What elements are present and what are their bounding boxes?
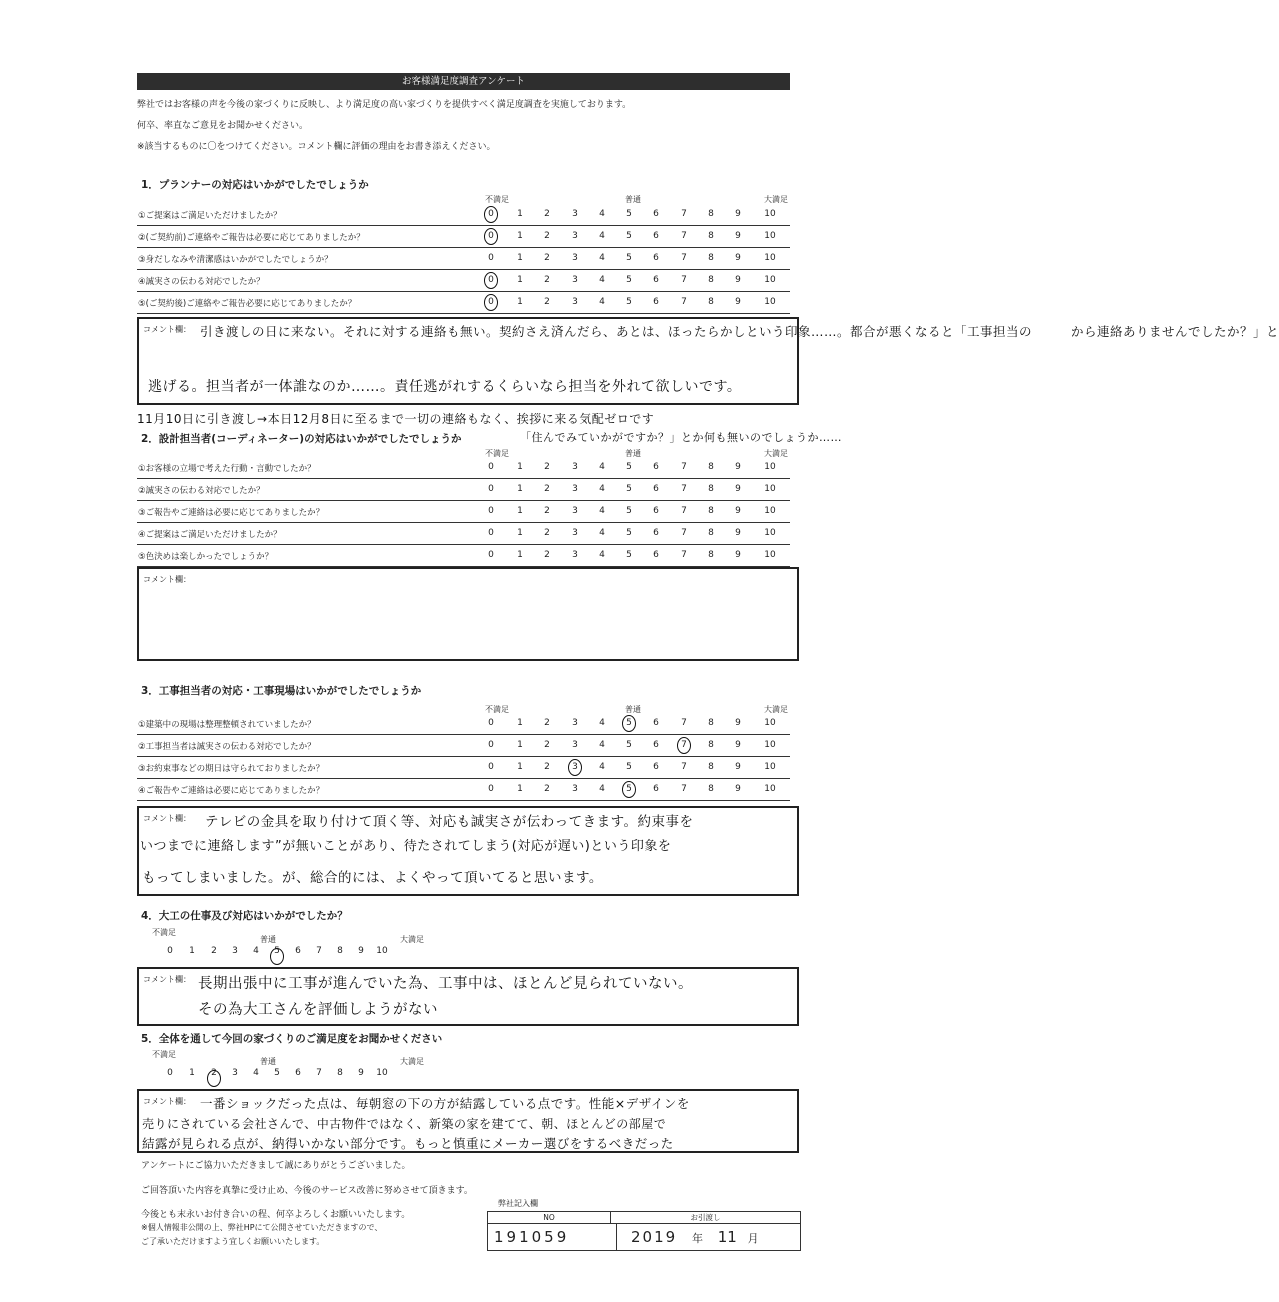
answer-circle [270, 948, 284, 965]
scale-number-10[interactable]: 10 [764, 550, 776, 560]
scale-number-1[interactable]: 1 [517, 209, 523, 219]
scale-number-2[interactable]: 2 [544, 462, 550, 472]
scale-number-4[interactable]: 4 [599, 484, 605, 494]
scale-number-10[interactable]: 10 [764, 275, 776, 285]
scale-number-8[interactable]: 8 [708, 550, 714, 560]
scale-number-6[interactable]: 6 [653, 784, 659, 794]
question-text: ②誠実さの伝わる対応でしたか？ [138, 486, 265, 496]
scale-number-3[interactable]: 3 [572, 231, 578, 241]
scale-number-1[interactable]: 1 [517, 484, 523, 494]
answer-circle [484, 294, 498, 311]
scale-number-0[interactable]: 0 [488, 550, 494, 560]
scale-number-4[interactable]: 4 [599, 462, 605, 472]
question-text: ④ご報告やご連絡は必要に応じてありましたか？ [138, 786, 325, 796]
question-row [137, 714, 790, 735]
scale-number-7[interactable]: 7 [681, 209, 687, 219]
scale-number-8[interactable]: 8 [708, 784, 714, 794]
section-1-comment-line-2: 逃げる。担当者が一体誰なのか……。責任逃がれするくらいなら担当を外れて欲しいです。 [148, 379, 742, 395]
scale-number-10[interactable]: 10 [376, 1068, 388, 1078]
footer-note-1: ※個人情報非公開の上、弊社HPにて公開させていただきますので、 [141, 1223, 383, 1232]
scale-low-label: 不満足 [152, 1050, 176, 1059]
scale-number-3[interactable]: 3 [232, 1068, 238, 1078]
scale-number-6[interactable]: 6 [653, 528, 659, 538]
scale-number-1[interactable]: 1 [517, 462, 523, 472]
scale-number-6[interactable]: 6 [653, 718, 659, 728]
section-1-comment-line-1: 引き渡しの日に来ない。それに対する連絡も無い。契約さえ済んだら、あとは、ほったらかしという印象……。都合が悪くなると「工事担当の から連絡ありませんでしたか？」と [200, 324, 1279, 339]
answer-circle [622, 715, 636, 732]
scale-number-2[interactable]: 2 [544, 275, 550, 285]
answer-circle [484, 228, 498, 245]
scale-number-7[interactable]: 7 [681, 275, 687, 285]
scale-number-6[interactable]: 6 [653, 484, 659, 494]
scale-number-1[interactable]: 1 [517, 528, 523, 538]
scale-number-0[interactable]: 0 [167, 946, 173, 956]
scale-number-3[interactable]: 3 [572, 462, 578, 472]
scale-number-0[interactable]: 0 [488, 231, 494, 241]
scale-number-9[interactable]: 9 [735, 462, 741, 472]
scale-number-5[interactable]: 5 [626, 550, 632, 560]
scale-number-10[interactable]: 10 [764, 297, 776, 307]
scale-number-7[interactable]: 7 [681, 762, 687, 772]
scale-number-10[interactable]: 10 [764, 740, 776, 750]
scale-high-label: 大満足 [400, 935, 424, 944]
section-1-extra-line-2: 「住んでみていかがですか？」とか何も無いのでしょうか…… [520, 431, 842, 444]
scale-number-2[interactable]: 2 [544, 209, 550, 219]
scale-number-1[interactable]: 1 [517, 718, 523, 728]
intro-line-3: ※該当するものに〇をつけてください。コメント欄に評価の理由をお書き添えください。 [137, 142, 496, 152]
scale-number-0[interactable]: 0 [167, 1068, 173, 1078]
comment-label: コメント欄： [143, 975, 191, 984]
scale-number-2[interactable]: 2 [544, 740, 550, 750]
scale-number-9[interactable]: 9 [735, 209, 741, 219]
scale-number-5[interactable]: 5 [626, 506, 632, 516]
answer-circle [484, 272, 498, 289]
scale-number-2[interactable]: 2 [211, 946, 217, 956]
scale-number-0[interactable]: 0 [488, 209, 494, 219]
scale-number-4[interactable]: 4 [599, 528, 605, 538]
scale-number-6[interactable]: 6 [653, 253, 659, 263]
office-no-value: 191059 [488, 1224, 617, 1250]
footer-line-2: ご回答頂いた内容を真摯に受け止め、今後のサービス改善に努めさせて頂きます。 [141, 1186, 473, 1196]
scale-number-0[interactable]: 0 [488, 275, 494, 285]
scale-number-10[interactable]: 10 [764, 784, 776, 794]
scale-number-10[interactable]: 10 [764, 253, 776, 263]
scale-number-3[interactable]: 3 [232, 946, 238, 956]
office-month-value: 11 [717, 1228, 737, 1246]
scale-number-2[interactable]: 2 [544, 784, 550, 794]
question-row [137, 227, 790, 248]
scale-number-10[interactable]: 10 [764, 231, 776, 241]
scale-number-1[interactable]: 1 [517, 506, 523, 516]
scale-number-4[interactable]: 4 [599, 209, 605, 219]
scale-number-7[interactable]: 7 [681, 253, 687, 263]
scale-number-9[interactable]: 9 [735, 484, 741, 494]
scale-number-3[interactable]: 3 [572, 784, 578, 794]
scale-number-5[interactable]: 5 [626, 253, 632, 263]
office-handover-header: お引渡し [690, 1213, 721, 1222]
scale-number-0[interactable]: 0 [488, 506, 494, 516]
scale-number-9[interactable]: 9 [735, 297, 741, 307]
scale-number-4[interactable]: 4 [599, 297, 605, 307]
scale-number-4[interactable]: 4 [599, 762, 605, 772]
scale-number-0[interactable]: 0 [488, 762, 494, 772]
scale-number-8[interactable]: 8 [337, 1068, 343, 1078]
question-row [137, 458, 790, 479]
scale-number-6[interactable]: 6 [653, 209, 659, 219]
answer-circle [622, 781, 636, 798]
comment-label: コメント欄： [143, 325, 191, 334]
office-year-unit: 年 [691, 1232, 703, 1245]
footer-line-1: アンケートにご協力いただきまして誠にありがとうございました。 [141, 1161, 411, 1171]
scale-number-3[interactable]: 3 [572, 297, 578, 307]
scale-number-6[interactable]: 6 [295, 946, 301, 956]
question-text: ④誠実さの伝わる対応でしたか？ [138, 277, 265, 287]
scale-number-2[interactable]: 2 [544, 528, 550, 538]
office-year-value: 2019 [631, 1228, 678, 1246]
question-row [137, 480, 790, 501]
scale-number-9[interactable]: 9 [735, 231, 741, 241]
scale-number-10[interactable]: 10 [376, 946, 388, 956]
scale-high-label: 大満足 [400, 1057, 424, 1066]
scale-number-9[interactable]: 9 [735, 718, 741, 728]
scale-number-0[interactable]: 0 [488, 528, 494, 538]
question-text: ②工事担当者は誠実さの伝わる対応でしたか？ [138, 742, 316, 752]
answer-circle [677, 737, 691, 754]
scale-number-3[interactable]: 3 [572, 550, 578, 560]
scale-number-7[interactable]: 7 [681, 550, 687, 560]
scale-number-7[interactable]: 7 [681, 528, 687, 538]
scale-number-10[interactable]: 10 [764, 209, 776, 219]
section-4-title: 4．大工の仕事及び対応はいかがでしたか？ [141, 910, 348, 922]
scale-number-3[interactable]: 3 [572, 528, 578, 538]
scale-number-9[interactable]: 9 [735, 253, 741, 263]
office-use-table [487, 1211, 801, 1251]
scale-number-5[interactable]: 5 [626, 275, 632, 285]
section-3-comment-line-1: テレビの金具を取り付けて頂く等、対応も誠実さが伝わってきます。約束事を [205, 814, 694, 830]
scale-number-1[interactable]: 1 [517, 253, 523, 263]
scale-number-3[interactable]: 3 [572, 275, 578, 285]
scale-number-5[interactable]: 5 [626, 762, 632, 772]
scale-number-3[interactable]: 3 [572, 484, 578, 494]
scale-number-8[interactable]: 8 [708, 506, 714, 516]
scale-mid-label: 普通 [260, 935, 276, 944]
question-row [137, 249, 790, 270]
scale-low-label: 不満足 [485, 705, 509, 714]
scale-number-9[interactable]: 9 [735, 506, 741, 516]
question-text: ②(ご契約前)ご連絡やご報告は必要に応じてありましたか？ [138, 233, 365, 243]
scale-number-3[interactable]: 3 [572, 506, 578, 516]
scale-number-2[interactable]: 2 [544, 506, 550, 516]
scale-number-7[interactable]: 7 [316, 946, 322, 956]
question-row [137, 780, 790, 801]
section-5-comment-line-2: 売りにされている会社さんで、中古物件ではなく、新築の家を建てて、朝、ほとんどの部屋で [142, 1117, 667, 1131]
answer-circle [207, 1070, 221, 1087]
scale-number-0[interactable]: 0 [488, 484, 494, 494]
scale-number-4[interactable]: 4 [599, 550, 605, 560]
scale-number-3[interactable]: 3 [572, 718, 578, 728]
section-5-title: 5．全体を通して今回の家づくりのご満足度をお聞かせください [141, 1033, 443, 1045]
scale-number-5[interactable]: 5 [626, 784, 632, 794]
question-row [137, 502, 790, 523]
scale-number-8[interactable]: 8 [708, 275, 714, 285]
intro-line-1: 弊社ではお客様の声を今後の家づくりに反映し、より満足度の高い家づくりを提供すべく満足度調査を実施しております。 [137, 100, 632, 110]
question-text: ⑤(ご契約後)ご連絡やご報告必要に応じてありましたか？ [138, 299, 357, 309]
comment-label: コメント欄： [143, 1097, 191, 1106]
scale-number-7[interactable]: 7 [681, 506, 687, 516]
scale-number-5[interactable]: 5 [626, 484, 632, 494]
scale-number-10[interactable]: 10 [764, 462, 776, 472]
scale-number-6[interactable]: 6 [653, 275, 659, 285]
scale-number-4[interactable]: 4 [599, 718, 605, 728]
scale-number-1[interactable]: 1 [517, 762, 523, 772]
scale-number-6[interactable]: 6 [653, 231, 659, 241]
scale-mid-label: 普通 [260, 1057, 276, 1066]
scale-number-5[interactable]: 5 [626, 462, 632, 472]
scale-number-1[interactable]: 1 [517, 231, 523, 241]
scale-number-9[interactable]: 9 [735, 550, 741, 560]
scale-high-label: 大満足 [764, 705, 788, 714]
question-text: ④ご提案はご満足いただけましたか？ [138, 530, 282, 540]
scale-number-4[interactable]: 4 [599, 784, 605, 794]
scale-number-8[interactable]: 8 [708, 253, 714, 263]
scale-number-1[interactable]: 1 [517, 275, 523, 285]
question-row [137, 758, 790, 779]
scale-number-10[interactable]: 10 [764, 762, 776, 772]
scale-number-9[interactable]: 9 [358, 946, 364, 956]
section-2-title: 2．設計担当者(コーディネーター)の対応はいかがでしたでしょうか [141, 433, 462, 445]
scale-number-5[interactable]: 5 [626, 740, 632, 750]
question-row [137, 736, 790, 757]
section-4-comment-line-2: その為大工さんを評価しようがない [198, 1002, 438, 1018]
scale-number-1[interactable]: 1 [517, 784, 523, 794]
scale-number-8[interactable]: 8 [337, 946, 343, 956]
scale-number-3[interactable]: 3 [572, 253, 578, 263]
footer-line-3: 今後とも末永いお付き合いの程、何卒よろしくお願いいたします。 [141, 1210, 411, 1220]
question-text: ①お客様の立場で考えた行動・言動でしたか？ [138, 464, 316, 474]
scale-number-8[interactable]: 8 [708, 209, 714, 219]
section-3-title: 3．工事担当者の対応・工事現場はいかがでしたでしょうか [141, 685, 422, 697]
comment-label: コメント欄： [143, 575, 191, 584]
comment-label: コメント欄： [143, 814, 191, 823]
footer-note-2: ご了承いただけますよう宜しくお願いいたします。 [141, 1237, 325, 1246]
scale-number-1[interactable]: 1 [517, 550, 523, 560]
scale-mid-label: 普通 [625, 705, 641, 714]
scale-number-5[interactable]: 5 [626, 718, 632, 728]
scale-number-8[interactable]: 8 [708, 462, 714, 472]
scale-number-0[interactable]: 0 [488, 462, 494, 472]
scale-low-label: 不満足 [152, 928, 176, 937]
scale-number-6[interactable]: 6 [295, 1068, 301, 1078]
scale-number-5[interactable]: 5 [274, 946, 280, 956]
scale-number-4[interactable]: 4 [599, 740, 605, 750]
scale-number-2[interactable]: 2 [544, 253, 550, 263]
scale-number-10[interactable]: 10 [764, 528, 776, 538]
question-text: ①ご提案はご満足いただけましたか？ [138, 211, 282, 221]
scale-number-0[interactable]: 0 [488, 297, 494, 307]
scale-number-3[interactable]: 3 [572, 762, 578, 772]
scale-number-6[interactable]: 6 [653, 462, 659, 472]
scale-number-5[interactable]: 5 [626, 231, 632, 241]
scale-number-4[interactable]: 4 [599, 231, 605, 241]
scale-number-1[interactable]: 1 [517, 297, 523, 307]
scale-number-7[interactable]: 7 [681, 740, 687, 750]
question-text: ③ご報告やご連絡は必要に応じてありましたか？ [138, 508, 325, 518]
scale-number-3[interactable]: 3 [572, 740, 578, 750]
question-row [137, 524, 790, 545]
section-3-comment-line-3: もってしまいました。が、総合的には、よくやって頂いてると思います。 [142, 870, 603, 886]
office-no-header: NO [488, 1212, 611, 1223]
scale-high-label: 大満足 [764, 195, 788, 204]
scale-number-0[interactable]: 0 [488, 253, 494, 263]
answer-circle [568, 759, 582, 776]
scale-number-2[interactable]: 2 [544, 231, 550, 241]
scale-number-9[interactable]: 9 [735, 784, 741, 794]
scale-number-4[interactable]: 4 [599, 275, 605, 285]
scale-number-7[interactable]: 7 [681, 718, 687, 728]
section-4-comment-line-1: 長期出張中に工事が進んでいた為、工事中は、ほとんど見られていない。 [198, 976, 693, 992]
scale-number-4[interactable]: 4 [253, 946, 259, 956]
scale-number-6[interactable]: 6 [653, 740, 659, 750]
scale-number-7[interactable]: 7 [681, 484, 687, 494]
question-row [137, 293, 790, 314]
section-1-extra-line-1: 11月10日に引き渡し→本日12月8日に至るまで一切の連絡もなく、挨拶に来る気配ゼロです [137, 412, 655, 426]
scale-number-3[interactable]: 3 [572, 209, 578, 219]
scale-number-9[interactable]: 9 [735, 762, 741, 772]
scale-high-label: 大満足 [764, 449, 788, 458]
scale-number-8[interactable]: 8 [708, 297, 714, 307]
scale-number-10[interactable]: 10 [764, 506, 776, 516]
intro-line-2: 何卒、率直なご意見をお聞かせください。 [137, 121, 309, 131]
scale-number-7[interactable]: 7 [681, 462, 687, 472]
scale-number-4[interactable]: 4 [253, 1068, 259, 1078]
scale-number-6[interactable]: 6 [653, 550, 659, 560]
scale-number-7[interactable]: 7 [681, 297, 687, 307]
question-row [137, 271, 790, 292]
scale-number-7[interactable]: 7 [681, 231, 687, 241]
office-use-label: 弊社記入欄 [498, 1199, 538, 1208]
scale-number-4[interactable]: 4 [599, 253, 605, 263]
scale-number-1[interactable]: 1 [189, 946, 195, 956]
scale-number-9[interactable]: 9 [358, 1068, 364, 1078]
scale-number-5[interactable]: 5 [274, 1068, 280, 1078]
section-1-title: 1．プランナーの対応はいかがでしたでしょうか [141, 179, 369, 191]
scale-number-2[interactable]: 2 [211, 1068, 217, 1078]
scale-mid-label: 普通 [625, 195, 641, 204]
scale-number-2[interactable]: 2 [544, 484, 550, 494]
scale-number-2[interactable]: 2 [544, 762, 550, 772]
scale-number-8[interactable]: 8 [708, 718, 714, 728]
question-text: ⑤色決めは楽しかったでしょうか？ [138, 552, 274, 562]
question-text: ③お約束事などの期日は守られておりましたか？ [138, 764, 325, 774]
scale-number-10[interactable]: 10 [764, 484, 776, 494]
section-5-comment-line-1: 一番ショックだった点は、毎朝窓の下の方が結露している点です。性能×デザインを [200, 1096, 690, 1111]
scale-mid-label: 普通 [625, 449, 641, 458]
question-row [137, 546, 790, 567]
scale-number-7[interactable]: 7 [681, 784, 687, 794]
question-row [137, 205, 790, 226]
scale-number-5[interactable]: 5 [626, 209, 632, 219]
scale-number-8[interactable]: 8 [708, 762, 714, 772]
scale-number-0[interactable]: 0 [488, 718, 494, 728]
scale-number-10[interactable]: 10 [764, 718, 776, 728]
scale-number-5[interactable]: 5 [626, 528, 632, 538]
scale-low-label: 不満足 [485, 449, 509, 458]
section-5-comment-line-3: 結露が見られる点が、納得いかない部分です。もっと慎重にメーカー選びをするべきだった [142, 1136, 674, 1151]
scale-number-8[interactable]: 8 [708, 528, 714, 538]
scale-number-6[interactable]: 6 [653, 762, 659, 772]
scale-number-9[interactable]: 9 [735, 275, 741, 285]
section-2-comment-box [137, 567, 799, 661]
scale-number-5[interactable]: 5 [626, 297, 632, 307]
scale-number-6[interactable]: 6 [653, 506, 659, 516]
survey-title: お客様満足度調査アンケート [137, 73, 790, 90]
answer-circle [484, 206, 498, 223]
scale-number-7[interactable]: 7 [316, 1068, 322, 1078]
question-text: ③身だしなみや清潔感はいかがでしたでしょうか？ [138, 255, 333, 265]
office-month-unit: 月 [747, 1232, 759, 1245]
scale-number-4[interactable]: 4 [599, 506, 605, 516]
scale-number-1[interactable]: 1 [189, 1068, 195, 1078]
question-text: ①建築中の現場は整理整頓されていましたか？ [138, 720, 316, 730]
scale-number-2[interactable]: 2 [544, 297, 550, 307]
scale-number-9[interactable]: 9 [735, 740, 741, 750]
scale-number-1[interactable]: 1 [517, 740, 523, 750]
scale-number-8[interactable]: 8 [708, 740, 714, 750]
scale-number-8[interactable]: 8 [708, 231, 714, 241]
scale-number-2[interactable]: 2 [544, 550, 550, 560]
scale-number-6[interactable]: 6 [653, 297, 659, 307]
scale-number-0[interactable]: 0 [488, 740, 494, 750]
section-3-comment-line-2: いつまでに連絡します”が無いことがあり、待たされてしまう(対応が遅い)という印象を [140, 839, 672, 854]
scale-number-0[interactable]: 0 [488, 784, 494, 794]
scale-number-9[interactable]: 9 [735, 528, 741, 538]
scale-number-2[interactable]: 2 [544, 718, 550, 728]
scale-number-8[interactable]: 8 [708, 484, 714, 494]
scale-low-label: 不満足 [485, 195, 509, 204]
